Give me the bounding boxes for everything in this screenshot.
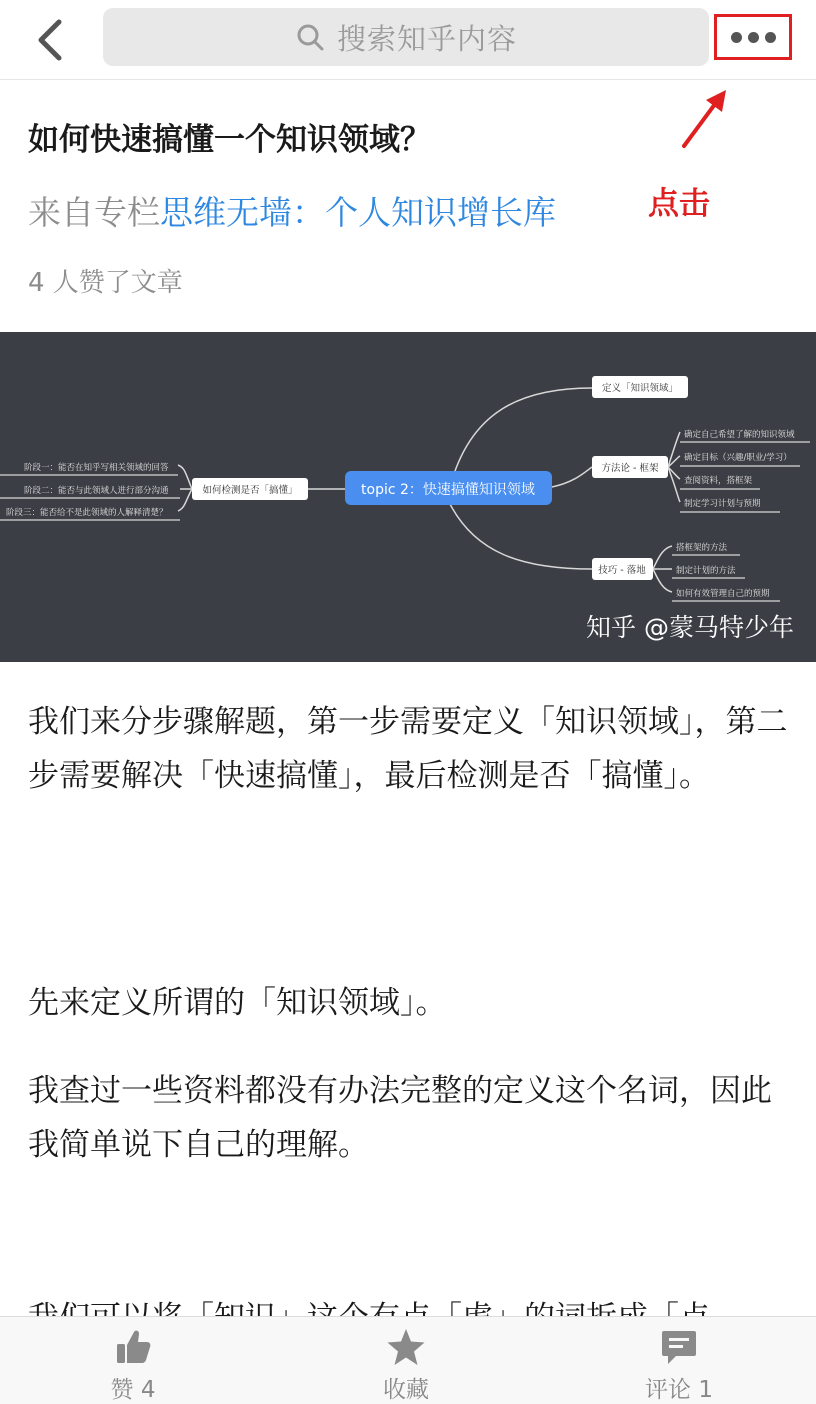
mindmap-skill-leaf: 搭框架的方法 [676, 543, 728, 553]
mindmap-right-node: 技巧 - 落地 [598, 565, 646, 576]
like-label: 赞 4 [110, 1377, 156, 1403]
mindmap-right-node: 定义「知识领域」 [601, 383, 679, 394]
search-placeholder: 搜索知乎内容 [336, 21, 517, 56]
mindmap-left-leaf: 阶段一：能否在知乎写相关领域的回答 [24, 463, 169, 473]
mindmap-left-leaf: 阶段二：能否与此领域人进行部分沟通 [24, 486, 169, 496]
thumbs-up-icon [113, 1327, 153, 1367]
likes-count: 4 人赞了文章 [28, 268, 183, 298]
mindmap-right-node: 方法论 - 框架 [601, 463, 659, 474]
back-button[interactable] [22, 12, 78, 68]
mindmap-skill-leaf: 如何有效管理自己的预期 [676, 589, 770, 599]
image-watermark: 知乎 @蒙马特少年 [586, 613, 794, 642]
like-button[interactable] [63, 1327, 203, 1404]
search-input[interactable] [103, 8, 709, 66]
article-title: 如何快速搞懂一个知识领域？ [28, 122, 431, 158]
mindmap-center-node: topic 2：快速搞懂知识领域 [361, 482, 535, 498]
mindmap-left-leaf: 阶段三：能否给不是此领域的人解释清楚？ [6, 508, 168, 518]
chevron-left-icon [33, 18, 67, 62]
column-prefix: 来自专栏 [28, 193, 160, 232]
column-source [28, 187, 556, 234]
top-bar [0, 0, 816, 80]
search-icon [295, 22, 325, 52]
collect-label: 收藏 [383, 1377, 429, 1403]
article-paragraph-partial [28, 1300, 710, 1316]
mindmap-image[interactable] [0, 332, 816, 662]
article-paragraph: 我们来分步骤解题，第一步需要定义「知识领域」，第二步需要解决「快速搞懂」，最后检测是否「搞懂」。 [28, 704, 788, 794]
more-dot-icon [731, 32, 742, 43]
article-paragraph: 先来定义所谓的「知识领域」。 [28, 985, 447, 1021]
annotation-arrow-icon [676, 86, 732, 152]
mindmap-method-leaf: 制定学习计划与预期 [684, 499, 761, 509]
mindmap-skill-leaf: 制定计划的方法 [676, 566, 736, 576]
collect-button[interactable] [336, 1327, 476, 1404]
more-options-button[interactable] [714, 14, 792, 60]
annotation-label: 点击 [648, 186, 710, 222]
more-dot-icon [748, 32, 759, 43]
article-paragraph: 我查过一些资料都没有办法完整的定义这个名词，因此我简单说下自己的理解。 [28, 1073, 772, 1163]
comment-icon [659, 1327, 699, 1367]
star-icon [386, 1327, 426, 1367]
comment-button[interactable] [609, 1327, 749, 1404]
mindmap-method-leaf: 查阅资料，搭框架 [684, 476, 753, 486]
bottom-action-bar [0, 1316, 816, 1404]
mindmap-left-node: 如何检测是否「搞懂」 [202, 485, 298, 496]
mindmap-method-leaf: 确定自己希望了解的知识领域 [684, 430, 795, 440]
more-dot-icon [765, 32, 776, 43]
mindmap-method-leaf: 确定目标（兴趣/职业/学习） [684, 453, 792, 463]
comment-label: 评论 1 [645, 1377, 713, 1403]
column-link[interactable]: 思维无墙：个人知识增长库 [160, 193, 556, 232]
